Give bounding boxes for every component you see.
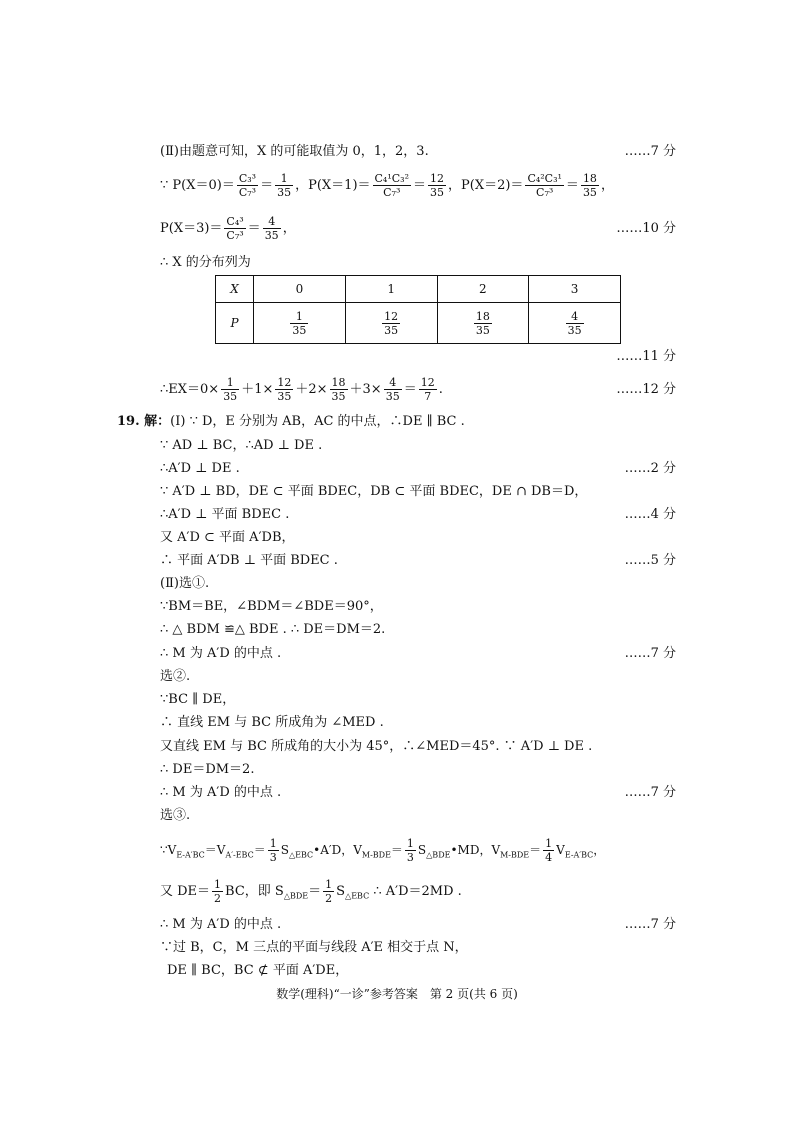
text: S <box>417 843 427 857</box>
op: ＋2× <box>295 382 328 397</box>
table-cell <box>529 303 621 344</box>
fraction <box>405 837 416 864</box>
numerator: 1 <box>214 878 222 891</box>
denominator: 2 <box>214 892 222 905</box>
denominator: 35 <box>331 390 346 403</box>
subscript: A′-EBC <box>225 850 254 860</box>
ex-lhs: ∴EX＝0× <box>160 382 220 397</box>
numerator: 1 <box>221 376 239 390</box>
denominator: 2 <box>325 892 333 905</box>
denominator: 4 <box>545 851 553 864</box>
denominator: 35 <box>582 186 597 199</box>
punct: ， <box>282 221 296 236</box>
q19-line: 又 A′D ⊂ 平面 A′DB， <box>160 530 295 545</box>
numerator: 12 <box>384 309 399 323</box>
fraction <box>275 172 293 199</box>
table-cell: 2 <box>437 276 529 303</box>
table-cell: 1 <box>345 276 437 303</box>
part2-intro: (Ⅱ)由题意可知，X 的可能取值为 0，1，2，3. <box>160 144 429 159</box>
fraction <box>323 878 334 905</box>
table-cell <box>254 303 346 344</box>
q19-line: ∴A′D ⊥ DE . <box>160 461 240 476</box>
fraction <box>268 837 279 864</box>
score-mark: ……7 分 <box>624 646 676 661</box>
numerator: 1 <box>325 878 333 891</box>
text: 又 DE＝ <box>160 884 211 899</box>
denominator: 35 <box>277 186 292 199</box>
q19-line: ∵BM＝BE，∠BDM＝∠BDE＝90°， <box>160 599 383 614</box>
score-mark: ……2 分 <box>624 461 676 476</box>
text: ＝V <box>204 843 226 857</box>
score-mark: ……7 分 <box>624 917 676 932</box>
q19-line: ∴A′D ⊥ 平面 BDEC . <box>160 507 290 522</box>
fraction <box>419 376 437 403</box>
op: ＋3× <box>349 382 382 397</box>
score-mark: ……7 分 <box>624 785 676 800</box>
punct: ， <box>600 178 614 193</box>
subscript: △EBC <box>288 850 314 860</box>
denominator: 35 <box>292 323 307 337</box>
fraction <box>382 310 400 337</box>
text: ＝ <box>253 843 266 857</box>
table-cell <box>437 303 529 344</box>
text: •A′D，V <box>313 843 362 857</box>
text: (Ⅰ) ∵ D，E 分别为 AB，AC 的中点，∴DE ∥ BC . <box>170 414 465 429</box>
denominator: 7 <box>424 390 432 403</box>
numerator: 1 <box>275 172 293 186</box>
equals: ＝ <box>413 178 427 193</box>
fraction <box>474 310 492 337</box>
numerator: 12 <box>277 376 292 389</box>
text: V <box>556 843 565 857</box>
text: ∵V <box>160 843 177 857</box>
page-footer: 数学(理科)“一诊”参考答案 第 2 页(共 6 页) <box>276 987 518 1001</box>
text: •MD，V <box>450 843 501 857</box>
equals: ＝ <box>260 178 274 193</box>
equals: ＝ <box>565 178 579 193</box>
q19-line: ∴ 直线 EM 与 BC 所成角为 ∠MED . <box>160 715 384 730</box>
denominator: 35 <box>430 186 445 199</box>
fraction <box>428 172 446 199</box>
text: S <box>280 843 289 857</box>
fraction <box>373 172 411 199</box>
p1-lhs: ，P(X＝1)＝ <box>295 178 371 193</box>
fraction <box>275 376 293 403</box>
q19-line: (Ⅱ)选①. <box>160 576 210 591</box>
table-cell <box>345 303 437 344</box>
denominator: C₇³ <box>226 229 244 242</box>
denominator: 35 <box>475 323 490 337</box>
numerator: 4 <box>263 215 281 229</box>
subscript: △BDE <box>426 850 451 860</box>
q19-line: 选③. <box>160 808 191 823</box>
fraction <box>237 172 258 199</box>
fraction <box>543 837 554 864</box>
text: ∴ A′D＝2MD . <box>369 884 462 899</box>
subscript: △EBC <box>345 891 370 901</box>
q19-line: ∵ AD ⊥ BC，∴AD ⊥ DE . <box>160 438 323 453</box>
numerator: 1 <box>406 837 414 850</box>
score-mark: ……11 分 <box>616 349 676 364</box>
de-line <box>160 874 462 915</box>
q19-line: ∵ A′D ⊥ BD，DE ⊂ 平面 BDEC，DB ⊂ 平面 BDEC，DE ∩ DB＝D， <box>160 484 588 499</box>
numerator: C₄²C₃¹ <box>527 172 562 185</box>
text: ， <box>593 843 606 857</box>
numerator: 18 <box>331 376 346 389</box>
probability-line-2 <box>160 211 296 247</box>
denominator: C₇³ <box>383 186 401 199</box>
op: ＋1× <box>241 382 274 397</box>
equals: ＝ <box>247 221 261 236</box>
denominator: 35 <box>264 229 279 242</box>
subscript: △BDE <box>283 891 309 901</box>
denominator: 3 <box>406 851 414 864</box>
text: S <box>336 884 346 899</box>
q19-line: ∵过 B，C，M 三点的平面与线段 A′E 相交于点 N， <box>160 940 468 955</box>
score-mark: ……5 分 <box>624 553 676 568</box>
q19-line: 又直线 EM 与 BC 所成角的大小为 45°，∴∠MED＝45°. ∵ A′D ⊥ DE . <box>160 739 593 754</box>
fraction <box>330 376 348 403</box>
denominator: 35 <box>384 323 399 337</box>
distribution-caption: ∴ X 的分布列为 <box>160 255 251 270</box>
subscript: M-BDE <box>500 850 530 860</box>
table-row <box>216 276 621 303</box>
question-number: 19. 解： <box>117 414 171 429</box>
q19-line: ∴ 平面 A′DB ⊥ 平面 BDEC . <box>160 553 338 568</box>
fraction <box>212 878 223 905</box>
op: ＝ <box>403 382 417 397</box>
punct: . <box>438 382 443 397</box>
denominator: C₇³ <box>536 186 554 199</box>
p0-lhs: ∵ P(X＝0)＝ <box>160 178 235 193</box>
denominator: 35 <box>385 390 400 403</box>
q19-line: ∴ DE＝DM＝2. <box>160 762 255 777</box>
numerator: 12 <box>420 376 435 389</box>
table-header-p: P <box>216 303 254 344</box>
score-mark: ……12 分 <box>616 382 676 397</box>
fraction <box>384 376 402 403</box>
fraction <box>525 172 563 199</box>
numerator: C₄¹C₃² <box>374 172 409 185</box>
table-cell: 0 <box>254 276 346 303</box>
numerator: 4 <box>384 376 402 390</box>
subscript: E-A′BC <box>564 850 594 860</box>
q19-line: ∴ M 为 A′D 的中点 . <box>160 917 282 932</box>
text: ＝ <box>529 843 542 857</box>
numerator: 1 <box>545 837 553 850</box>
score-mark: ……10 分 <box>616 221 676 236</box>
fraction <box>290 310 308 337</box>
numerator: C₄³ <box>226 215 244 228</box>
fraction <box>221 376 239 403</box>
score-mark: ……7 分 <box>624 144 676 159</box>
denominator: 35 <box>223 390 238 403</box>
text: BC，即 S <box>225 884 284 899</box>
numerator: 12 <box>430 172 445 185</box>
denominator: C₇³ <box>238 186 257 199</box>
distribution-table <box>215 275 621 344</box>
q19-line: DE ∥ BC，BC ⊄ 平面 A′DE， <box>167 963 349 978</box>
score-mark: ……4 分 <box>624 507 676 522</box>
subscript: M-BDE <box>361 850 391 860</box>
expectation-line <box>160 372 443 408</box>
q19-line-1 <box>117 413 465 431</box>
denominator: 35 <box>567 323 582 337</box>
table-row <box>216 303 621 344</box>
p2-lhs: ，P(X＝2)＝ <box>448 178 524 193</box>
subscript: E-A′BC <box>176 850 205 860</box>
text: ＝ <box>390 843 403 857</box>
numerator: 18 <box>582 172 597 185</box>
numerator: 4 <box>566 310 584 324</box>
q19-line: ∴ M 为 A′D 的中点 . <box>160 646 282 661</box>
volume-line <box>160 832 605 873</box>
table-header-x: X <box>216 276 254 303</box>
numerator: C₃³ <box>238 172 257 185</box>
numerator: 1 <box>290 310 308 324</box>
denominator: 35 <box>277 390 292 403</box>
numerator: 18 <box>475 309 490 323</box>
fraction <box>581 172 599 199</box>
fraction <box>263 215 281 242</box>
probability-line-1 <box>160 168 614 204</box>
q19-line: ∴ △ BDM ≌△ BDE . ∴ DE＝DM＝2. <box>160 622 386 637</box>
q19-line: ∵BC ∥ DE， <box>160 692 236 707</box>
q19-line: ∴ M 为 A′D 的中点 . <box>160 785 282 800</box>
numerator: 1 <box>269 837 277 850</box>
text: ＝ <box>308 884 322 899</box>
fraction <box>566 310 584 337</box>
q19-line: 选②. <box>160 669 191 684</box>
table-cell: 3 <box>529 276 621 303</box>
fraction <box>224 215 245 242</box>
denominator: 3 <box>269 851 277 864</box>
p3-lhs: P(X＝3)＝ <box>160 221 223 236</box>
